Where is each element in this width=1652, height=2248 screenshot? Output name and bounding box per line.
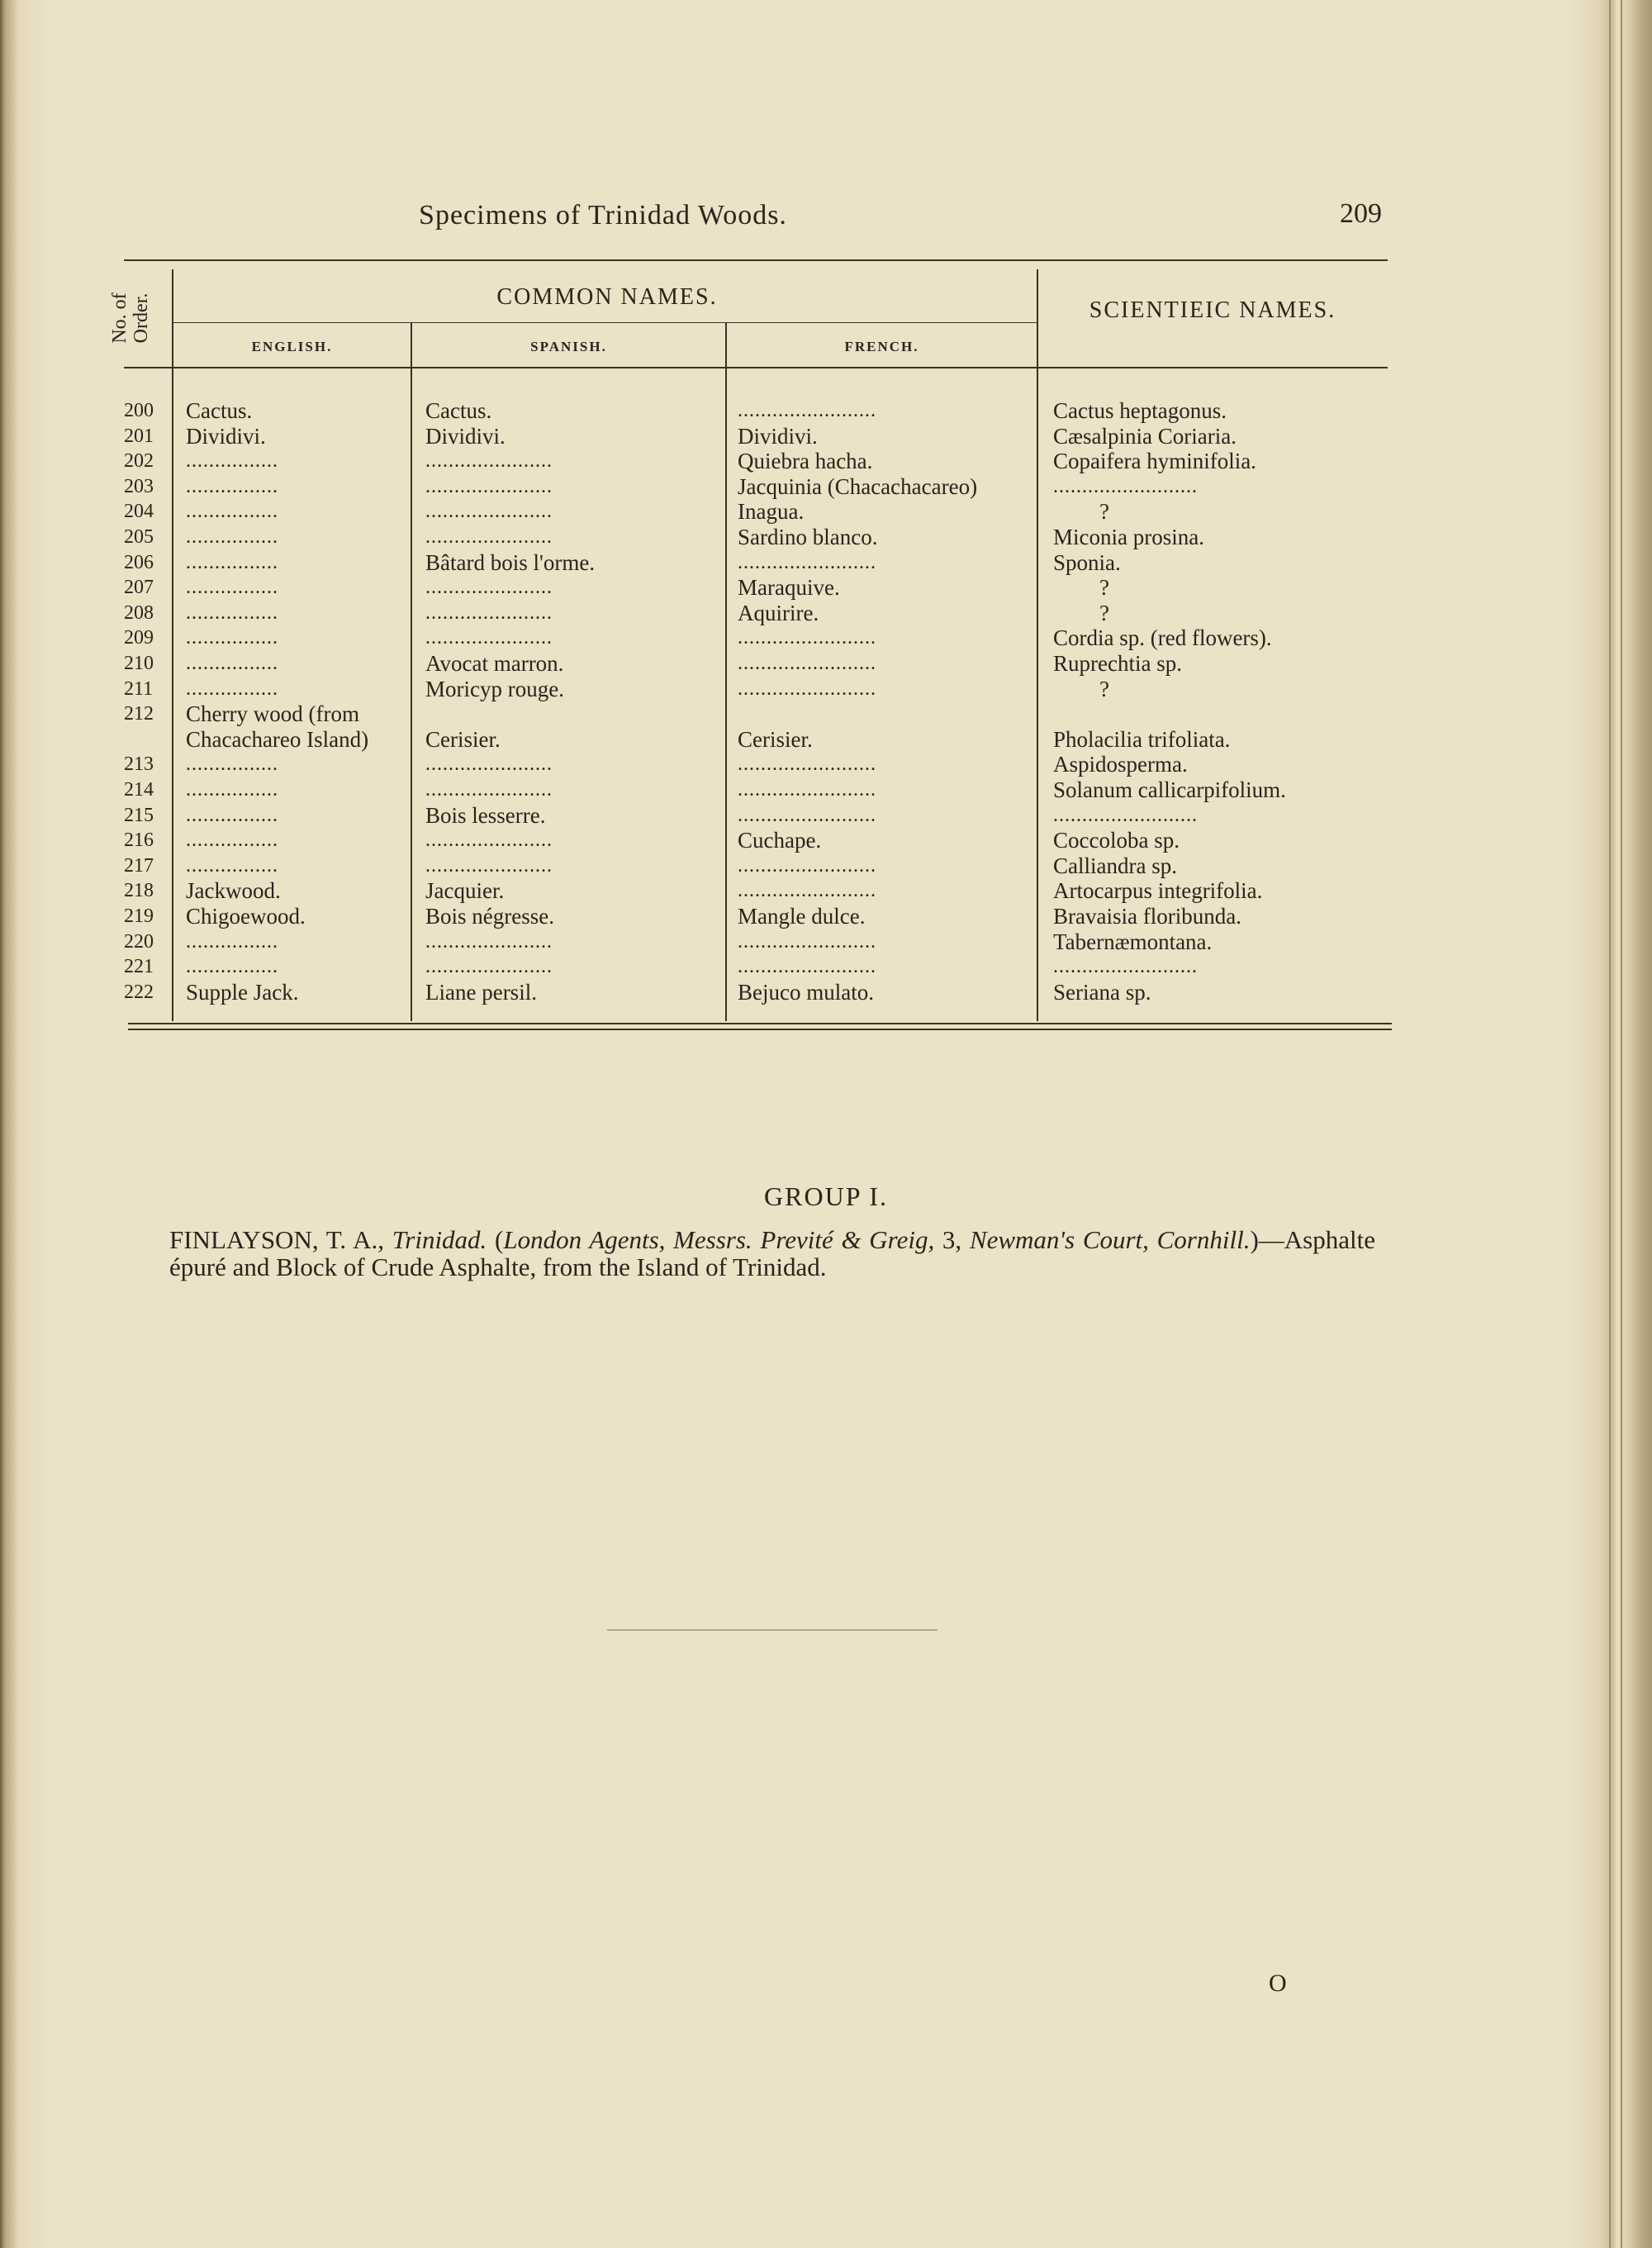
cell-sp: Cerisier.: [425, 726, 501, 752]
table-row: [0, 550, 1652, 575]
cell-no: 219: [124, 905, 154, 927]
cell-en: ................: [186, 930, 278, 953]
cell-no: 212: [124, 703, 154, 725]
cell-en: Cherry wood (from: [186, 701, 359, 727]
header-bottom-rule: [124, 367, 1388, 368]
cell-no: 217: [124, 854, 154, 877]
cell-en: ................: [186, 956, 278, 978]
table-row: [0, 853, 1652, 878]
cell-en: ................: [186, 627, 278, 649]
cell-en: ................: [186, 779, 278, 801]
cell-en: ................: [186, 501, 278, 523]
cell-sp: Bois négresse.: [425, 904, 554, 929]
cell-sp: Bâtard bois l'orme.: [425, 549, 596, 575]
exhibitor-name: FINLAYSON, T. A.,: [169, 1225, 392, 1254]
cell-en: Cactus.: [186, 398, 253, 423]
cell-fr: ........................: [738, 804, 876, 826]
cell-fr: Bejuco mulato.: [738, 979, 874, 1005]
cell-fr: Cuchape.: [738, 828, 822, 853]
table-top-rule: [124, 259, 1388, 261]
table-row: [0, 929, 1652, 954]
cell-no: 221: [124, 956, 154, 978]
cell-fr: Mangle dulce.: [738, 904, 866, 929]
cell-en: ................: [186, 577, 278, 599]
cell-fr: Inagua.: [738, 499, 805, 525]
table-row: [0, 878, 1652, 903]
cell-sp: Jacquier.: [425, 878, 505, 904]
table-row: [0, 651, 1652, 676]
cell-sc: .........................: [1053, 956, 1198, 978]
table-row: [0, 752, 1652, 777]
page-edge: [1621, 0, 1622, 2248]
table-row: [0, 677, 1652, 701]
table-row: [0, 904, 1652, 929]
cell-sc: Tabernæmontana.: [1053, 929, 1213, 954]
cell-fr: ........................: [738, 753, 876, 776]
cell-sp: ......................: [425, 450, 553, 473]
spanish-header: SPANISH.: [530, 339, 607, 354]
table-row: [0, 954, 1652, 979]
cell-sp: Cactus.: [425, 398, 492, 423]
cell-no: 207: [124, 577, 154, 599]
cell-sp: Dividivi.: [425, 423, 506, 449]
page-number: 209: [1340, 198, 1382, 229]
cell-no: 214: [124, 779, 154, 801]
exhibitor-place: Trinidad.: [392, 1225, 487, 1254]
cell-sp: ......................: [425, 601, 553, 624]
cell-fr: ........................: [738, 880, 876, 902]
cell-sp: ......................: [425, 854, 553, 877]
cell-no: 208: [124, 601, 154, 624]
cell-sc: .........................: [1053, 475, 1198, 497]
cell-fr: ........................: [738, 627, 876, 649]
scientific-names-header: SCIENTIEIC NAMES.: [1089, 297, 1336, 323]
cell-sp: ......................: [425, 829, 553, 852]
cell-no: 200: [124, 400, 154, 421]
table-row: [0, 727, 1652, 752]
order-header: No. of Order.: [109, 292, 152, 344]
running-title: Specimens of Trinidad Woods.: [419, 200, 787, 231]
cell-en: Chigoewood.: [186, 904, 306, 929]
entry-description: )—Asphalte épuré and Block of Crude Asphalte, from the Island of Trinidad.: [169, 1225, 1375, 1281]
cell-sc: .........................: [1053, 804, 1198, 826]
cell-fr: Aquirire.: [738, 600, 819, 625]
table-row: [0, 575, 1652, 600]
cell-fr: ........................: [738, 854, 876, 877]
cell-no: 206: [124, 551, 154, 573]
exhibitor-entry: [169, 1226, 1375, 1281]
cell-sp: ......................: [425, 577, 553, 599]
cell-sc: Calliandra sp.: [1053, 853, 1177, 878]
cell-sc: Bravaisia floribunda.: [1053, 904, 1241, 929]
entry-paren: (: [487, 1225, 504, 1254]
table-bottom-rule-double: [128, 1029, 1392, 1030]
cell-sc: Pholacilia trifoliata.: [1053, 726, 1231, 752]
table-row: [0, 601, 1652, 625]
cell-en: ................: [186, 653, 278, 674]
table-row: [0, 803, 1652, 828]
table-row: [0, 828, 1652, 853]
cell-fr: ........................: [738, 930, 876, 953]
cell-sc: ?: [1099, 499, 1109, 525]
signature-mark: O: [1269, 1970, 1287, 1997]
cell-sp: ......................: [425, 475, 553, 497]
cell-fr: ........................: [738, 956, 876, 978]
cell-sc: Copaifera hyminifolia.: [1053, 449, 1256, 474]
cell-no: 210: [124, 653, 154, 674]
cell-sc: Cordia sp. (red flowers).: [1053, 625, 1272, 651]
cell-no: 213: [124, 753, 154, 776]
cell-fr: Quiebra hacha.: [738, 449, 873, 474]
cell-sc: ?: [1099, 676, 1109, 701]
cell-sc: Solanum callicarpifolium.: [1053, 777, 1286, 802]
cell-fr: ........................: [738, 653, 876, 674]
cell-en: ................: [186, 475, 278, 497]
cell-fr: Sardino blanco.: [738, 525, 878, 549]
cell-sc: Coccoloba sp.: [1053, 828, 1180, 853]
french-header: FRENCH.: [844, 339, 919, 354]
table-row: [0, 424, 1652, 449]
court: Newman's Court, Cornhill.: [969, 1225, 1251, 1254]
cell-sp: ......................: [425, 753, 553, 776]
cell-sc: ?: [1099, 575, 1109, 601]
cell-en: ................: [186, 753, 278, 776]
common-names-header: COMMON NAMES.: [496, 284, 718, 310]
table-row: [0, 625, 1652, 650]
cell-sp: ......................: [425, 627, 553, 649]
cell-sp: Bois lesserre.: [425, 802, 546, 828]
cell-no: 204: [124, 501, 154, 523]
cell-no: 218: [124, 880, 154, 902]
english-header: ENGLISH.: [251, 339, 333, 354]
table-row: [0, 398, 1652, 423]
cell-sc: Ruprechtia sp.: [1053, 651, 1182, 676]
cell-fr: Jacquinia (Chacachacareo): [738, 473, 978, 499]
cell-en: ................: [186, 829, 278, 852]
table-bottom-rule: [128, 1023, 1392, 1024]
table-row: [0, 525, 1652, 549]
cell-no: 216: [124, 829, 154, 852]
group-title: GROUP I.: [764, 1181, 888, 1211]
cell-en: ................: [186, 677, 278, 700]
cell-no: 211: [124, 677, 154, 700]
cell-no: 220: [124, 930, 154, 953]
cell-no: 202: [124, 450, 154, 473]
table-row: [0, 777, 1652, 802]
cell-fr: ........................: [738, 400, 876, 421]
cell-sc: Sponia.: [1053, 549, 1121, 575]
cell-sc: Artocarpus integrifolia.: [1053, 878, 1263, 904]
cell-sc: ?: [1099, 600, 1109, 625]
cell-sp: ......................: [425, 930, 553, 953]
cell-en: Supple Jack.: [186, 979, 299, 1005]
cell-sp: Liane persil.: [425, 979, 537, 1005]
cell-sp: Moricyp rouge.: [425, 676, 564, 701]
cell-no: 215: [124, 804, 154, 826]
cell-fr: ........................: [738, 551, 876, 573]
common-names-rule: [173, 322, 1037, 323]
cell-en: Dividivi.: [186, 423, 266, 449]
cell-sc: Cæsalpinia Coriaria.: [1053, 423, 1237, 449]
cell-sp: ......................: [425, 526, 553, 548]
cell-no: 222: [124, 981, 154, 1003]
cell-sc: Cactus heptagonus.: [1053, 398, 1227, 423]
cell-no: 205: [124, 526, 154, 548]
cell-en: ................: [186, 601, 278, 624]
cell-en: ................: [186, 526, 278, 548]
address: 3,: [934, 1225, 970, 1254]
table-row: [0, 980, 1652, 1005]
cell-sc: Aspidosperma.: [1053, 752, 1188, 777]
cell-fr: Maraquive.: [738, 575, 840, 601]
cell-fr: Cerisier.: [738, 726, 813, 752]
cell-en: ................: [186, 551, 278, 573]
cell-en: ................: [186, 804, 278, 826]
cell-en: ................: [186, 450, 278, 473]
cell-en: Chacachareo Island): [186, 726, 369, 752]
cell-no: 209: [124, 627, 154, 649]
cell-en: Jackwood.: [186, 878, 281, 904]
cell-sp: ......................: [425, 956, 553, 978]
table-row: [0, 499, 1652, 524]
cell-en: ................: [186, 854, 278, 877]
table-row: [0, 701, 1652, 726]
table-row: [0, 449, 1652, 473]
agents: London Agents, Messrs. Previté & Greig,: [503, 1225, 935, 1254]
section-divider: [607, 1629, 938, 1631]
cell-fr: ........................: [738, 677, 876, 700]
cell-sp: Avocat marron.: [425, 651, 564, 676]
cell-sc: Seriana sp.: [1053, 979, 1151, 1005]
cell-no: 201: [124, 425, 154, 447]
cell-sp: ......................: [425, 779, 553, 801]
cell-no: 203: [124, 475, 154, 497]
cell-sc: Miconia prosina.: [1053, 525, 1204, 549]
cell-sp: ......................: [425, 501, 553, 523]
cell-fr: ........................: [738, 779, 876, 801]
cell-fr: Dividivi.: [738, 423, 818, 449]
table-row: [0, 474, 1652, 499]
page-edge: [1609, 0, 1611, 2248]
